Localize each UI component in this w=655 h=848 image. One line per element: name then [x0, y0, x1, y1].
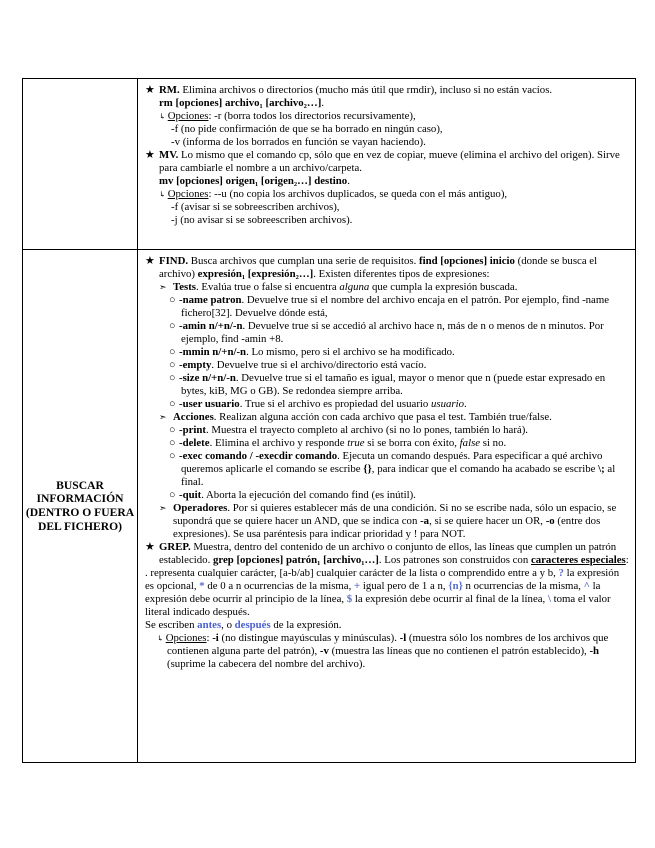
- list-item: ○ -exec comando / -execdir comando. Ejecuta un comando después. Para especificar a qué archivo queremos aplicarle el comando se escribe {}, para indicar que el comando ha acabado se escribe \; al final.: [169, 450, 616, 488]
- circle-bullet-icon: ○: [169, 437, 176, 449]
- circle-bullet-icon: ○: [169, 424, 176, 436]
- mv-entry: ★ MV. Lo mismo que el comando cp, sólo que en vez de copiar, mueve (elimina el archivo del origen). Sirve para cambiarle el nombre a un archivo/carpeta.: [145, 149, 620, 174]
- circle-bullet-icon: ○: [169, 320, 176, 332]
- black-star-icon: ★: [145, 541, 155, 553]
- list-item: ○ -empty. Devuelve true si el archivo/directorio está vacío.: [169, 359, 427, 371]
- find-tests: ➣ Tests. Evalúa true o false si encuentra alguna que cumpla la expresión buscada.: [159, 281, 518, 293]
- mv-syntax: mv [opciones] origen₁ [origen₂…] destino.: [159, 175, 350, 187]
- rm-option-f: -f (no pide confirmación de que se ha borrado en ningún caso),: [171, 123, 443, 135]
- circle-bullet-icon: ○: [169, 346, 176, 358]
- circle-bullet-icon: ○: [169, 398, 176, 410]
- rm-options: ↳ Opciones: -r (borra todos los directorios recursivamente),: [159, 110, 416, 122]
- row-content: [138, 79, 635, 249]
- list-item: ○ -user usuario. True si el archivo es propiedad del usuario usuario.: [169, 398, 467, 410]
- table-row: [23, 249, 635, 762]
- circle-bullet-icon: ○: [169, 489, 176, 501]
- circle-bullet-icon: ○: [169, 359, 176, 371]
- list-item: ○ -print. Muestra el trayecto completo al archivo (si no lo pones, también lo hará).: [169, 424, 529, 436]
- list-item: ○ -name patron. Devuelve true si el nombre del archivo encaja en el patrón. Por ejemplo, find -name fichero[32]. Devuelve dónde está,: [169, 294, 610, 319]
- grep-entry: ★ GREP. Muestra, dentro del contenido de un archivo o conjunto de ellos, las líneas que cumplen un patrón establecido. grep [opciones] patrón₁ [archivo₁…]. Los patrones son construidos con caracteres especiales:: [145, 541, 629, 566]
- list-item: ○ -size n/+n/-n. Devuelve true si el tamaño es igual, mayor o menor que n (puede estar expresado en bytes, kiB, MG o GB). Se redondea siempre arriba.: [169, 372, 606, 397]
- list-item: ○ -mmin n/+n/-n. Lo mismo, pero si el archivo se ha modificado.: [169, 346, 455, 358]
- table-row: [23, 79, 635, 249]
- rm-syntax: rm [opciones] archivo₁ [archivo₂…].: [159, 97, 325, 109]
- find-entry: ★ FIND. Busca archivos que cumplan una serie de requisitos. find [opciones] inicio (donde se busca el archivo) expresión₁ [expresión₂…]. Existen diferentes tipos de expresiones:: [145, 255, 598, 280]
- return-arrow-icon: ↳: [157, 634, 166, 643]
- circle-bullet-icon: ○: [169, 294, 176, 306]
- black-star-icon: ★: [145, 255, 155, 267]
- circle-bullet-icon: ○: [169, 372, 176, 384]
- arrow-bullet-icon: ➣: [159, 282, 167, 292]
- grep-position-note: Se escriben antes, o después de la expresión.: [145, 619, 342, 631]
- list-item: ○ -quit. Aborta la ejecución del comando find (es inútil).: [169, 489, 416, 501]
- arrow-bullet-icon: ➣: [159, 412, 167, 422]
- mv-option-f: -f (avisar si se sobreescriben archivos),: [171, 201, 340, 213]
- arrow-bullet-icon: ➣: [159, 503, 167, 513]
- grep-special-chars: . representa cualquier carácter, [a-b/ab] cualquier carácter de la lista o comprendido entre a y b, ? la expresión es opcional, * de 0 a n ocurrencias de la misma, + igual pero de 1 a n, {n} n ocurrencias de la misma, ^ la expresión debe ocurrir al principio de la línea, $ la expresión debe ocurrir al final de la línea, \ toma el valor literal indicado después.: [145, 567, 620, 618]
- mv-options: ↳ Opciones: --u (no copia los archivos duplicados, se queda con el más antiguo),: [159, 188, 508, 200]
- black-star-icon: ★: [145, 149, 155, 161]
- row-label: [23, 79, 138, 249]
- circle-bullet-icon: ○: [169, 450, 176, 462]
- return-arrow-icon: ↳: [159, 190, 168, 199]
- black-star-icon: ★: [145, 84, 155, 96]
- mv-option-j: -j (no avisar si se sobreescriben archivos).: [171, 214, 353, 226]
- rm-entry: ★ RM. Elimina archivos o directorios (mucho más útil que rmdir), incluso si no están vacíos.: [145, 84, 553, 96]
- list-item: ○ -delete. Elimina el archivo y responde true si se borra con éxito, false si no.: [169, 437, 507, 449]
- row-content: [138, 250, 635, 762]
- return-arrow-icon: ↳: [159, 112, 168, 121]
- grep-options: ↳ Opciones: -i (no distingue mayúsculas y minúsculas). -l (muestra sólo los nombres de los archivos que contienen alguna parte del patrón), -v (muestra las líneas que no contienen el patrón establecido), -h (suprime la cabecera del nombre del archivo).: [157, 632, 609, 670]
- find-actions: ➣ Acciones. Realizan alguna acción con cada archivo que pasa el test. También true/false.: [159, 411, 552, 423]
- row-label: BUSCAR INFORMACIÓN (DENTRO O FUERA DEL FICHERO): [23, 250, 138, 762]
- list-item: ○ -amin n/+n/-n. Devuelve true si se accedió al archivo hace n, más de n o menos de n minutos. Por ejemplo, find -amin +8.: [169, 320, 604, 345]
- rm-option-v: -v (informa de los borrados en función se vayan haciendo).: [171, 136, 426, 148]
- commands-table: [22, 78, 636, 763]
- find-operators: ➣ Operadores. Por si quieres establecer más de una condición. Si no se escribe nada, sólo un espacio, se supondrá que se quiere hacer un AND, que se indica con -a, si se quiere hacer un OR, -o (entre dos expresiones). Se usa paréntesis para indicar prioridad y ! para NOT.: [159, 502, 617, 540]
